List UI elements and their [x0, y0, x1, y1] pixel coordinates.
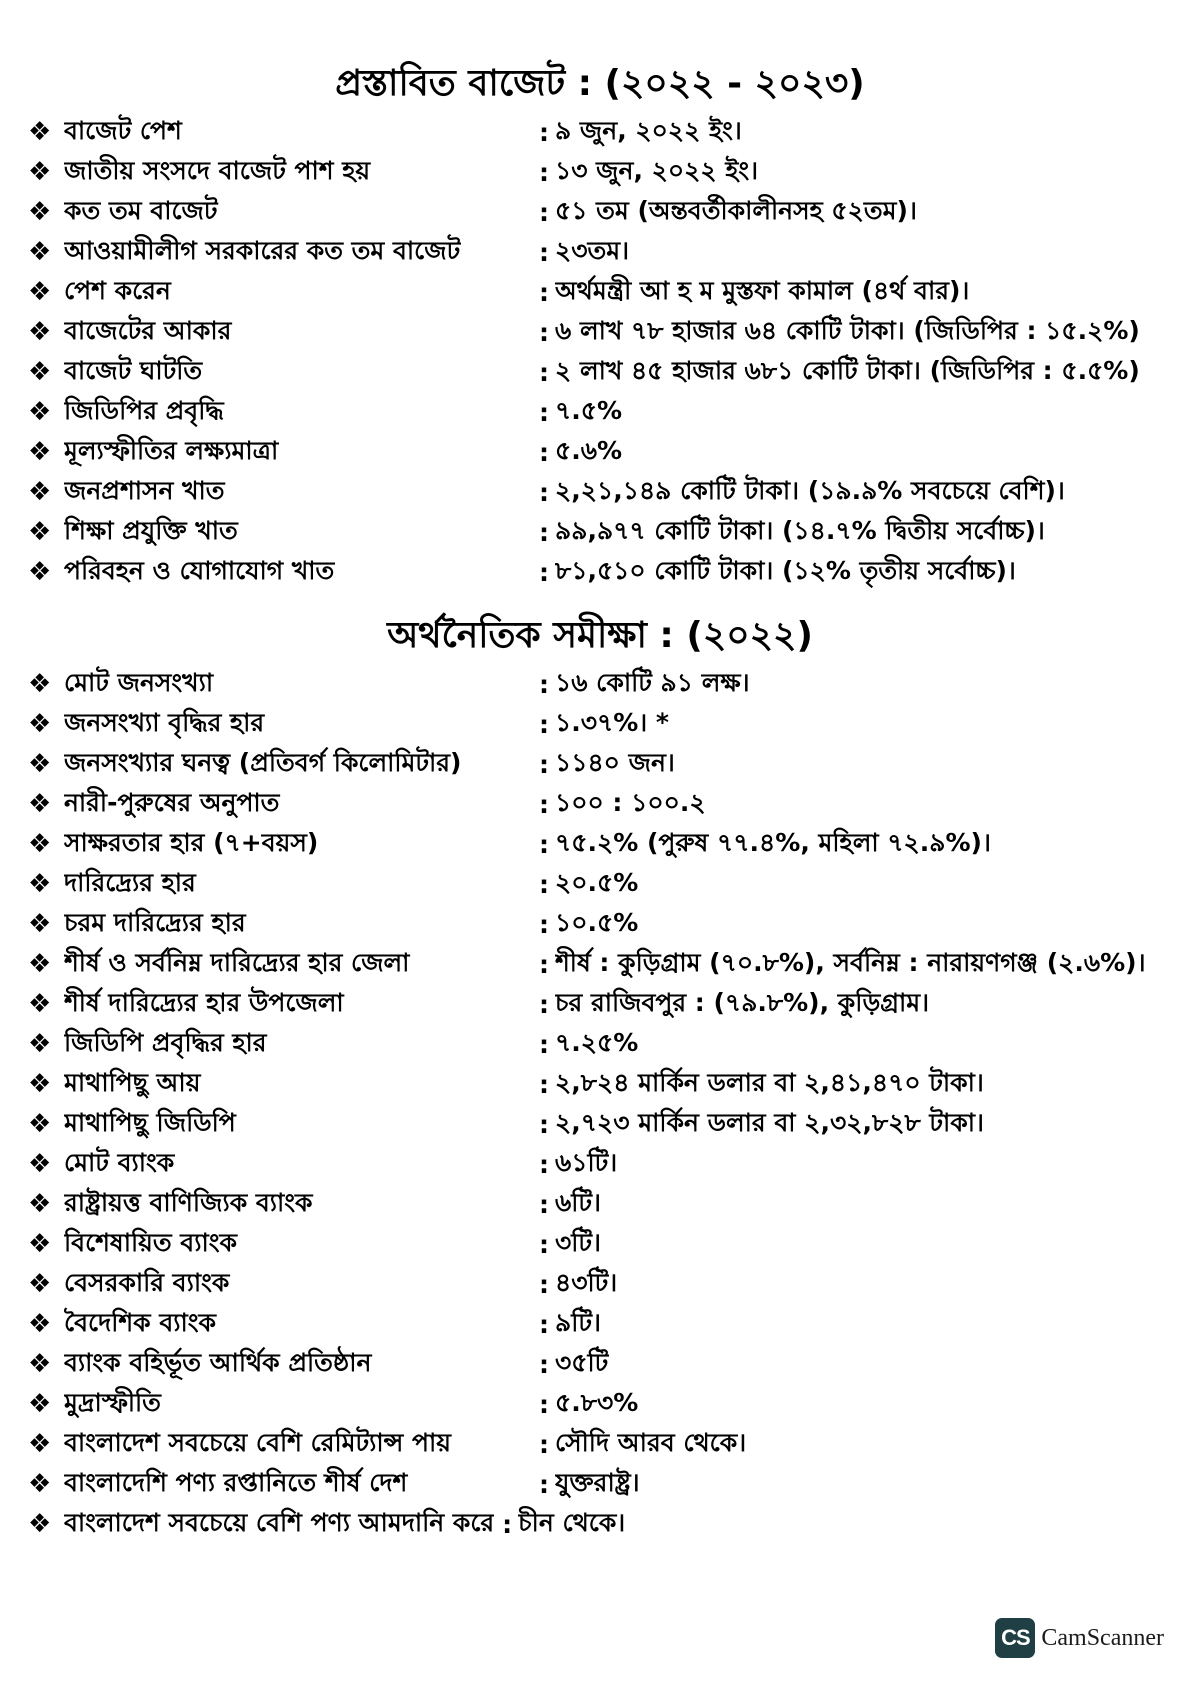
economic-survey-title: অর্থনৈতিক সমীক্ষা : (২০২২) [387, 615, 813, 656]
item-value: ২,৮২৪ মার্কিন ডলার বা ২,৪১,৪৭০ টাকা। [555, 1067, 984, 1097]
diamond-bullet-icon: ❖ [28, 709, 52, 739]
separator-colon: : [539, 1029, 549, 1059]
item-label: কত তম বাজেট [64, 195, 218, 225]
diamond-bullet-icon: ❖ [28, 1189, 52, 1219]
diamond-bullet-icon: ❖ [28, 1149, 52, 1179]
separator-colon: : [539, 517, 549, 547]
diamond-bullet-icon: ❖ [28, 869, 52, 899]
item-label: বাজেট পেশ [64, 115, 182, 145]
list-item [28, 1024, 1178, 1064]
item-value: সৌদি আরব থেকে। [555, 1427, 747, 1457]
item-label: জিডিপির প্রবৃদ্ধি [64, 395, 224, 425]
list-item [28, 1424, 1178, 1464]
economic-survey-list [28, 664, 1178, 1544]
list-item [28, 824, 1178, 864]
item-value: ৩টি। [555, 1227, 601, 1257]
diamond-bullet-icon: ❖ [28, 1349, 52, 1379]
item-label: বাংলাদেশি পণ্য রপ্তানিতে শীর্ষ দেশ [64, 1467, 408, 1497]
separator-colon: : [539, 197, 549, 227]
separator-colon: : [539, 557, 549, 587]
list-item [28, 152, 1178, 192]
camscanner-logo-icon: CS [995, 1618, 1035, 1658]
diamond-bullet-icon: ❖ [28, 1029, 52, 1059]
separator-colon: : [539, 909, 549, 939]
diamond-bullet-icon: ❖ [28, 397, 52, 427]
item-label: পেশ করেন [64, 275, 171, 305]
list-item [28, 864, 1178, 904]
separator-colon: : [539, 1229, 549, 1259]
separator-colon: : [539, 949, 549, 979]
item-label: বিশেষায়িত ব্যাংক [64, 1227, 237, 1257]
item-value: ১০০ : ১০০.২ [555, 787, 706, 817]
item-value: ১০.৫% [555, 907, 639, 937]
diamond-bullet-icon: ❖ [28, 789, 52, 819]
separator-colon: : [539, 1309, 549, 1339]
item-value: ৬টি। [555, 1187, 601, 1217]
item-value: ৯ জুন, ২০২২ ইং। [555, 115, 742, 145]
diamond-bullet-icon: ❖ [28, 157, 52, 187]
diamond-bullet-icon: ❖ [28, 277, 52, 307]
separator-colon: : [539, 1389, 549, 1419]
item-value: অর্থমন্ত্রী আ হ ম মুস্তফা কামাল (৪র্থ বার)। [555, 275, 970, 305]
diamond-bullet-icon: ❖ [28, 989, 52, 1019]
separator-colon: : [539, 1269, 549, 1299]
item-label: বাংলাদেশ সবচেয়ে বেশি পণ্য আমদানি করে [64, 1507, 495, 1537]
list-item [28, 1504, 1178, 1544]
separator-colon: : [539, 1429, 549, 1459]
item-value: ৬১টি। [555, 1147, 618, 1177]
item-value: ২০.৫% [555, 867, 639, 897]
separator-colon: : [539, 789, 549, 819]
item-label: বেসরকারি ব্যাংক [64, 1267, 230, 1297]
camscanner-watermark [995, 1618, 1164, 1658]
item-value: ৮১,৫১০ কোটি টাকা। (১২% তৃতীয় সর্বোচ্চ)। [555, 555, 1016, 585]
item-value: ৫১ তম (অন্তবর্তীকালীনসহ ৫২তম)। [555, 195, 917, 225]
item-label: আওয়ামীলীগ সরকারের কত তম বাজেট [64, 235, 461, 265]
list-item [28, 944, 1178, 984]
separator-colon: : [539, 709, 549, 739]
item-label: জনপ্রশাসন খাত [64, 475, 225, 505]
budget-title: প্রস্তাবিত বাজেট : (২০২২ - ২০২৩) [335, 63, 865, 104]
diamond-bullet-icon: ❖ [28, 197, 52, 227]
diamond-bullet-icon: ❖ [28, 557, 52, 587]
item-label: জাতীয় সংসদে বাজেট পাশ হয় [64, 155, 371, 185]
separator-colon: : [539, 357, 549, 387]
separator-colon: : [539, 317, 549, 347]
separator-colon: : [539, 1349, 549, 1379]
item-label: মোট জনসংখ্যা [64, 667, 214, 697]
separator-colon: : [539, 477, 549, 507]
list-item [28, 1464, 1178, 1504]
separator-colon: : [539, 1149, 549, 1179]
diamond-bullet-icon: ❖ [28, 829, 52, 859]
item-value: ৫.৬% [555, 435, 623, 465]
list-item [28, 904, 1178, 944]
item-label: নারী-পুরুষের অনুপাত [64, 787, 280, 817]
diamond-bullet-icon: ❖ [28, 357, 52, 387]
list-item [28, 192, 1178, 232]
list-item [28, 232, 1178, 272]
item-label: পরিবহন ও যোগাযোগ খাত [64, 555, 335, 585]
separator-colon: : [539, 989, 549, 1019]
separator-colon: : [502, 1509, 513, 1539]
item-label: রাষ্ট্রায়ত্ত বাণিজ্যিক ব্যাংক [64, 1187, 313, 1217]
item-label: জনসংখ্যা বৃদ্ধির হার [64, 707, 265, 737]
camscanner-name: CamScanner [1041, 1624, 1164, 1651]
item-label: জিডিপি প্রবৃদ্ধির হার [64, 1027, 267, 1057]
list-item [28, 112, 1178, 152]
list-item [28, 512, 1178, 552]
item-label: বাজেট ঘাটতি [64, 355, 203, 385]
item-value: ৭.২৫% [555, 1027, 639, 1057]
item-value: ৯টি। [555, 1307, 601, 1337]
diamond-bullet-icon: ❖ [28, 1229, 52, 1259]
separator-colon: : [539, 277, 549, 307]
diamond-bullet-icon: ❖ [28, 1309, 52, 1339]
diamond-bullet-icon: ❖ [28, 437, 52, 467]
item-value: ১৬ কোটি ৯১ লক্ষ। [555, 667, 750, 697]
diamond-bullet-icon: ❖ [28, 117, 52, 147]
list-item [28, 432, 1178, 472]
item-value: ৫.৮৩% [555, 1387, 639, 1417]
list-item [28, 664, 1178, 704]
list-item [28, 984, 1178, 1024]
item-label: শিক্ষা প্রযুক্তি খাত [64, 515, 238, 545]
separator-colon: : [539, 1469, 549, 1499]
item-label: শীর্ষ ও সর্বনিম্ন দারিদ্র্যের হার জেলা [64, 947, 410, 977]
diamond-bullet-icon: ❖ [28, 1269, 52, 1299]
list-item [28, 704, 1178, 744]
item-label: দারিদ্র্যের হার [64, 867, 196, 897]
item-value: শীর্ষ : কুড়িগ্রাম (৭০.৮%), সর্বনিম্ন : নারায়ণগঞ্জ (২.৬%)। [555, 947, 1146, 977]
list-item [28, 392, 1178, 432]
item-label: মুদ্রাস্ফীতি [64, 1387, 161, 1417]
separator-colon: : [539, 1189, 549, 1219]
separator-colon: : [539, 117, 549, 147]
item-label: মাথাপিছু জিডিপি [64, 1107, 236, 1137]
item-label: সাক্ষরতার হার (৭+বয়স) [64, 827, 319, 857]
diamond-bullet-icon: ❖ [28, 1389, 52, 1419]
diamond-bullet-icon: ❖ [28, 949, 52, 979]
diamond-bullet-icon: ❖ [28, 1069, 52, 1099]
separator-colon: : [539, 829, 549, 859]
item-value: ৬ লাখ ৭৮ হাজার ৬৪ কোটি টাকা। (জিডিপির : ১৫.২%) [555, 315, 1140, 345]
diamond-bullet-icon: ❖ [28, 317, 52, 347]
diamond-bullet-icon: ❖ [28, 749, 52, 779]
separator-colon: : [539, 397, 549, 427]
list-item [28, 744, 1178, 784]
item-label: জনসংখ্যার ঘনত্ব (প্রতিবর্গ কিলোমিটার) [64, 747, 462, 777]
list-item [28, 784, 1178, 824]
item-value: ৭৫.২% (পুরুষ ৭৭.৪%, মহিলা ৭২.৯%)। [555, 827, 991, 857]
list-item [28, 1144, 1178, 1184]
diamond-bullet-icon: ❖ [28, 669, 52, 699]
list-item [28, 1304, 1178, 1344]
item-value: ৩৫টি [555, 1347, 609, 1377]
item-value: ৪৩টি। [555, 1267, 618, 1297]
item-label: মাথাপিছু আয় [64, 1067, 201, 1097]
diamond-bullet-icon: ❖ [28, 909, 52, 939]
separator-colon: : [539, 157, 549, 187]
list-item [28, 1104, 1178, 1144]
list-item [28, 1224, 1178, 1264]
separator-colon: : [539, 1109, 549, 1139]
item-value: চর রাজিবপুর : (৭৯.৮%), কুড়িগ্রাম। [555, 987, 930, 1017]
diamond-bullet-icon: ❖ [28, 517, 52, 547]
item-value: ২৩তম। [555, 235, 630, 265]
diamond-bullet-icon: ❖ [28, 477, 52, 507]
list-item [28, 1064, 1178, 1104]
item-value: ১.৩৭%। * [555, 707, 669, 737]
separator-colon: : [539, 669, 549, 699]
item-label: বাংলাদেশ সবচেয়ে বেশি রেমিট্যান্স পায় [64, 1427, 451, 1457]
item-label: চরম দারিদ্র্যের হার [64, 907, 246, 937]
diamond-bullet-icon: ❖ [28, 1509, 52, 1539]
item-value: ১১৪০ জন। [555, 747, 675, 777]
list-item [28, 352, 1178, 392]
diamond-bullet-icon: ❖ [28, 1109, 52, 1139]
separator-colon: : [539, 749, 549, 779]
list-item [28, 1184, 1178, 1224]
item-label: বাজেটের আকার [64, 315, 232, 345]
item-value: ৯৯,৯৭৭ কোটি টাকা। (১৪.৭% দ্বিতীয় সর্বোচ্চ)। [555, 515, 1045, 545]
item-label: শীর্ষ দারিদ্র্যের হার উপজেলা [64, 987, 344, 1017]
list-item [28, 472, 1178, 512]
item-value: ২,২১,১৪৯ কোটি টাকা। (১৯.৯% সবচেয়ে বেশি)। [555, 475, 1065, 505]
item-value: চীন থেকে। [518, 1507, 626, 1537]
diamond-bullet-icon: ❖ [28, 237, 52, 267]
budget-list [28, 112, 1178, 592]
diamond-bullet-icon: ❖ [28, 1469, 52, 1499]
item-label: বৈদেশিক ব্যাংক [64, 1307, 217, 1337]
list-item [28, 552, 1178, 592]
item-value: যুক্তরাষ্ট্র। [555, 1467, 640, 1497]
item-label: মোট ব্যাংক [64, 1147, 175, 1177]
list-item [28, 1384, 1178, 1424]
list-item [28, 312, 1178, 352]
item-value: ৭.৫% [555, 395, 623, 425]
item-value: ১৩ জুন, ২০২২ ইং। [555, 155, 759, 185]
separator-colon: : [539, 437, 549, 467]
diamond-bullet-icon: ❖ [28, 1429, 52, 1459]
separator-colon: : [539, 237, 549, 267]
item-value: ২ লাখ ৪৫ হাজার ৬৮১ কোটি টাকা। (জিডিপির : ৫.৫%) [555, 355, 1140, 385]
item-value: ২,৭২৩ মার্কিন ডলার বা ২,৩২,৮২৮ টাকা। [555, 1107, 984, 1137]
item-label: মূল্যস্ফীতির লক্ষ্যমাত্রা [64, 435, 279, 465]
item-label: ব্যাংক বহির্ভূত আর্থিক প্রতিষ্ঠান [64, 1347, 372, 1377]
list-item [28, 1264, 1178, 1304]
separator-colon: : [539, 869, 549, 899]
separator-colon: : [539, 1069, 549, 1099]
list-item [28, 1344, 1178, 1384]
list-item [28, 272, 1178, 312]
